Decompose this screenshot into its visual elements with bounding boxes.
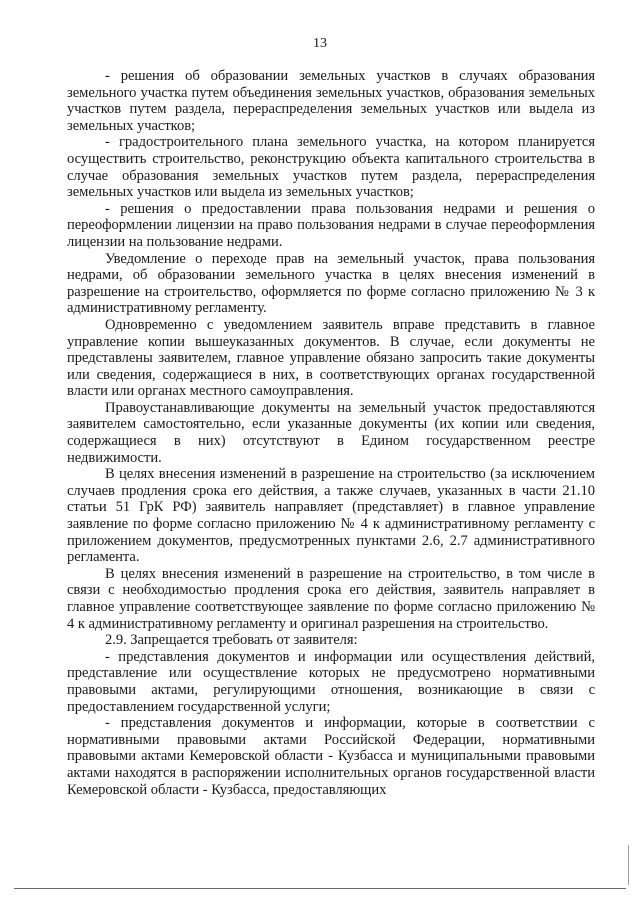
- paragraph: Правоустанавливающие документы на земельный участок предоставляются заявителем самостоятельно, если указанные документы (их копии или сведения, содержащиеся в них) отсутствуют в Едином государственном реестре недвижимости.: [67, 399, 595, 466]
- paragraph: В целях внесения изменений в разрешение на строительство, в том числе в связи с необходимостью продления срока его действия, заявитель направляет в главное управление соответствующее заявление по форме согласно приложению № 4 к административному регламенту и оригинал разрешения на строительство.: [67, 565, 595, 632]
- scan-edge-mark: [628, 845, 629, 885]
- paragraph: Одновременно с уведомлением заявитель вправе представить в главное управление копии вышеуказанных документов. В случае, если документы не представлены заявителем, главное управление обязано запросить такие документы или сведения, содержащиеся в них, в соответствующих органах государственной власти или органах местного самоуправления.: [67, 316, 595, 400]
- paragraph: - решения о предоставлении права пользования недрами и решения о переоформлении лицензии на право пользования недрами в случае переоформления лицензии на пользование недрами.: [67, 200, 595, 250]
- paragraph: - представления документов и информации, которые в соответствии с нормативными правовыми актами Российской Федерации, нормативными правовыми актами Кемеровской области - Кузбасса и муниципальными правовыми актами находятся в распоряжении исполнительных органов государственной власти Кемеровской области - Кузбасса, предоставляющих: [67, 715, 595, 798]
- page-number: 13: [313, 36, 327, 51]
- paragraph: - решения об образовании земельных участков в случаях образования земельного участка путем объединения земельных участков, образования земельных участков путем раздела, перераспределения земельных участков или выдела из земельных участков;: [67, 68, 595, 134]
- paragraph: - представления документов и информации или осуществления действий, представление или осуществление которых не предусмотрено нормативными правовыми актами, регулирующими отношения, возникающие в связи с предоставлением государственной услуги;: [67, 648, 595, 715]
- paragraph: - градостроительного плана земельного участка, на котором планируется осуществить строительство, реконструкцию объекта капитального строительства в случае образования земельных участков путем раздела, перераспределения земельных участков или выдела из земельных участков;: [67, 134, 595, 201]
- paragraph: В целях внесения изменений в разрешение на строительство (за исключением случаев продления срока его действия, а также случаев, указанных в части 21.10 статьи 51 ГрК РФ) заявитель направляет (представляет) в главное управление заявление по форме согласно приложению № 4 к административному регламенту с приложением документов, предусмотренных пунктами 2.6, 2.7 административного регламента.: [67, 466, 595, 566]
- paragraph: 2.9. Запрещается требовать от заявителя:: [105, 632, 358, 649]
- document-body: [67, 68, 595, 798]
- bottom-rule: [14, 888, 626, 889]
- paragraph: Уведомление о переходе прав на земельный участок, права пользования недрами, об образовании земельного участка в целях внесения изменений в разрешение на строительство, оформляется по форме согласно приложению № 3 к административному регламенту.: [67, 250, 595, 317]
